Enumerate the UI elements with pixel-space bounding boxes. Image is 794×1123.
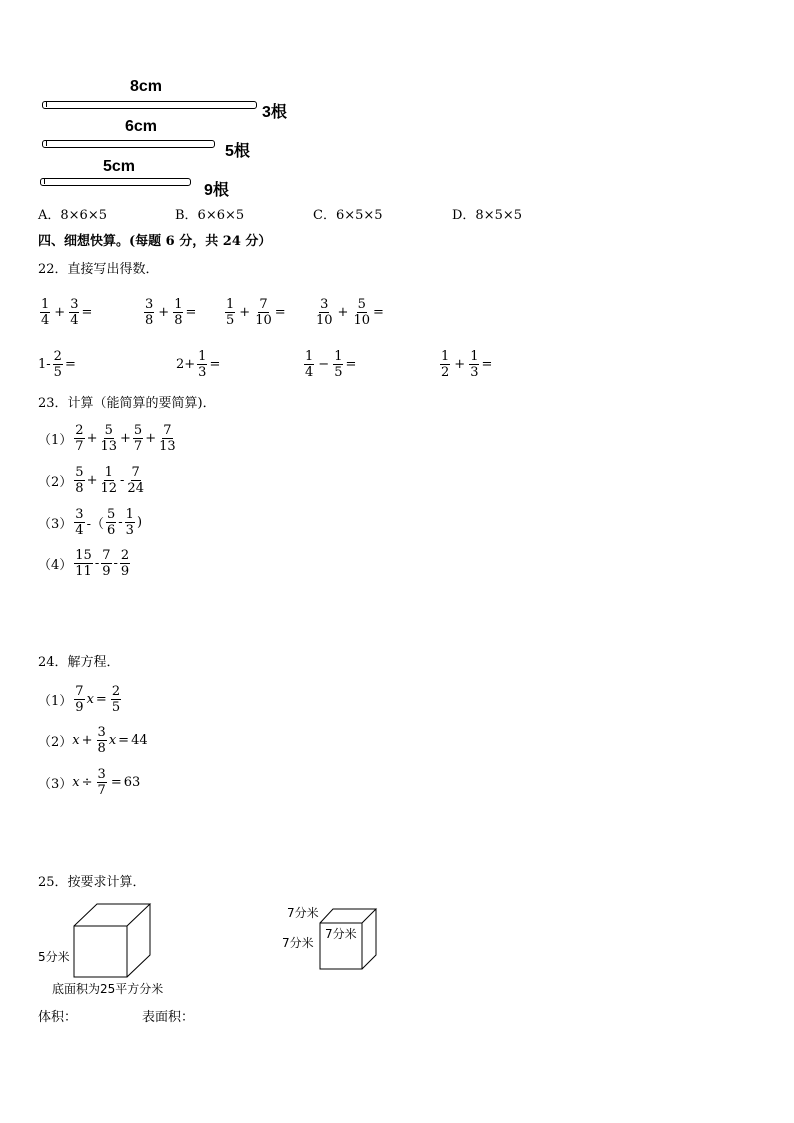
q24-eq-3: （3） x ÷ $\frac{3}{7}$ = 63	[38, 767, 141, 798]
q22-expr-2: $\frac{3}{8}$ + $\frac{1}{8}$ =	[145, 297, 197, 328]
section-four-heading: 四、细想快算。(每题 6 分，共 24 分）	[38, 234, 272, 249]
q23-title: 23．计算（能简算的要简算)．	[38, 396, 216, 411]
cube-left-label: 7分米	[282, 936, 314, 950]
rod-1-count: 3根	[262, 104, 287, 121]
rod-2-length: 6cm	[125, 118, 158, 135]
cube-figure	[319, 908, 389, 978]
q22-expr-3: $\frac{1}{5}$ + $\frac{7}{10}$ =	[226, 297, 286, 328]
q23-item-2: （2） $\frac{5}{8}$ + $\frac{1}{12}$ - $\frac{7}{24}$	[38, 465, 144, 496]
q22-expr-4: $\frac{3}{10}$ + $\frac{5}{10}$ =	[316, 297, 384, 328]
rod-1-length: 8cm	[130, 78, 163, 95]
rod-3-length: 5cm	[103, 158, 136, 175]
surface-area-label: 表面积：	[142, 1010, 195, 1025]
option-d: D．8×5×5	[452, 208, 523, 223]
q22-expr-6: 2+ $\frac{1}{3}$ =	[176, 349, 221, 380]
option-c: C．6×5×5	[313, 208, 383, 223]
q24-eq-1: （1） $\frac{7}{9}$ x = $\frac{2}{5}$	[38, 684, 121, 715]
q23-item-1: （1） $\frac{2}{7}$ + $\frac{5}{13}$ + $\frac{5}{7}$ + $\frac{7}{13}$	[38, 423, 176, 454]
q23-item-4: （4） $\frac{15}{11}$ - $\frac{7}{9}$ - $\frac{2}{9}$	[38, 548, 130, 579]
rod-2	[42, 140, 215, 148]
volume-label: 体积：	[38, 1010, 78, 1025]
q22-expr-1: $\frac{1}{4}$ + $\frac{3}{4}$ =	[41, 297, 93, 328]
q23-item-3: （3） $\frac{3}{4}$ -（ $\frac{5}{6}$ - $\frac{1}{3}$ )	[38, 507, 143, 538]
q22-expr-8: $\frac{1}{2}$ + $\frac{1}{3}$ =	[441, 349, 493, 380]
prism-base-caption: 底面积为25平方分米	[52, 982, 164, 996]
q22-expr-5: 1- $\frac{2}{5}$ =	[38, 349, 76, 380]
rectangular-prism-figure	[72, 903, 192, 983]
option-b: B．6×6×5	[175, 208, 245, 223]
q24-eq-2: （2） x + $\frac{3}{8}$ x = 44	[38, 725, 148, 756]
q25-title: 25．按要求计算．	[38, 875, 146, 890]
q24-title: 24．解方程．	[38, 655, 120, 670]
cube-face-label: 7分米	[325, 927, 357, 941]
rod-3-count: 9根	[204, 182, 229, 199]
rod-2-count: 5根	[225, 143, 250, 160]
cube-top-label: 7分米	[287, 906, 319, 920]
q22-title: 22．直接写出得数．	[38, 262, 159, 277]
rod-3	[40, 178, 191, 186]
prism-height-label: 5分米	[38, 950, 70, 964]
q22-expr-7: $\frac{1}{4}$ − $\frac{1}{5}$ =	[305, 349, 357, 380]
rod-1	[42, 101, 257, 109]
option-a: A．8×6×5	[38, 208, 107, 223]
